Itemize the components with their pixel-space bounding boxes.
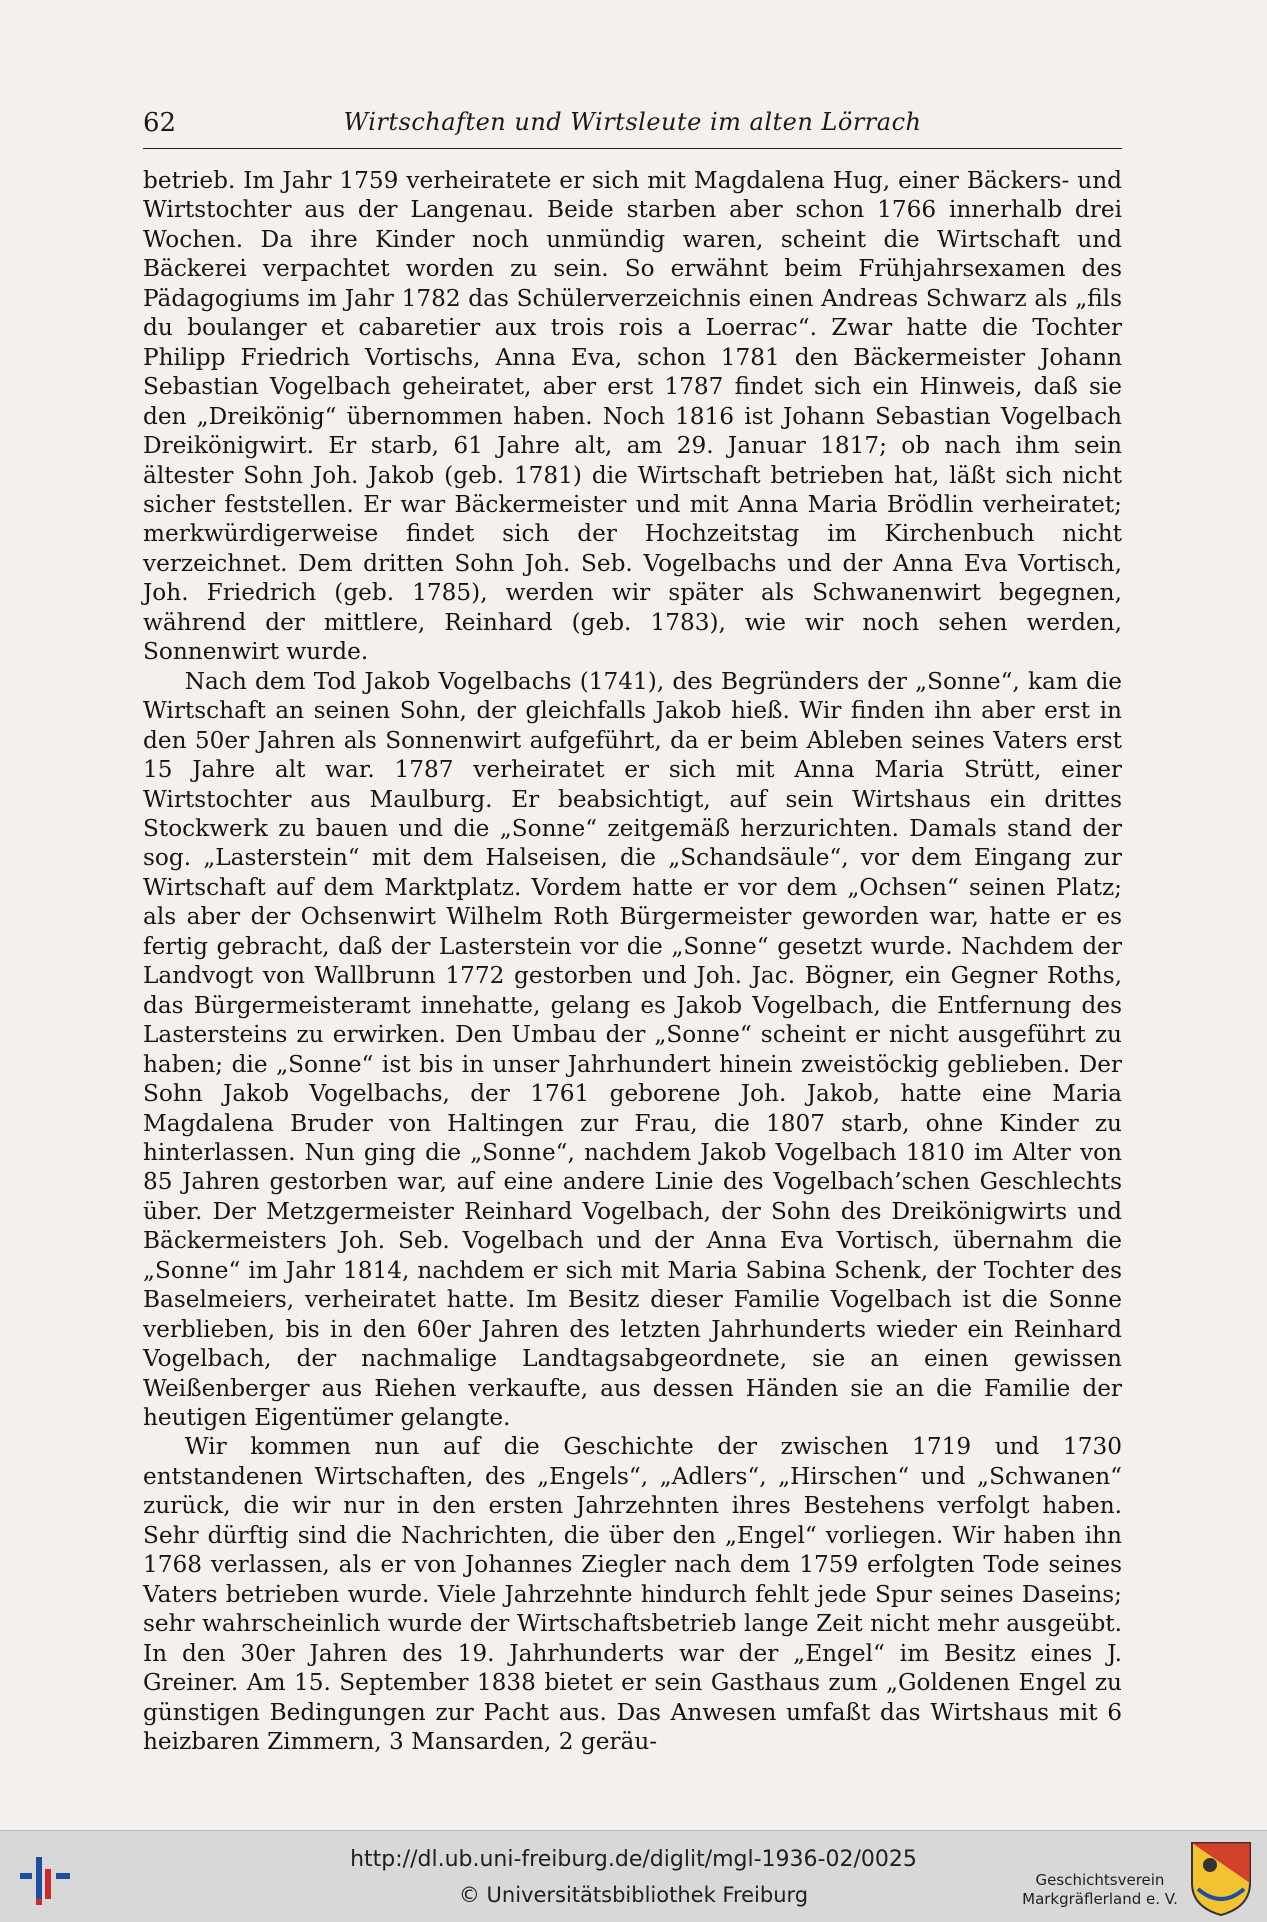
body-text <box>143 166 1122 1756</box>
viewer-footer <box>0 1830 1267 1922</box>
copyright-notice: © Universitätsbibliothek Freiburg <box>458 1883 809 1907</box>
document-url[interactable]: http://dl.ub.uni-freiburg.de/diglit/mgl-1936-02/0025 <box>350 1847 917 1872</box>
paragraph: Wir kommen nun auf die Geschichte der zwischen 1719 und 1730 entstandenen Wirtschaften, des „Engels“, „Adlers“, „Hirschen“ und „Schwanen“ zurück, die wir nur in den ersten Jahrzehnten ihres Bestehens verfolgt haben. Sehr dürftig sind die Nachrichten, die über den „Engel“ vorliegen. Wir haben ihn 1768 verlassen, als er von Johannes Ziegler nach dem 1759 erfolgten Tode seines Vaters betrieben wurde. Viele Jahrzehnte hindurch fehlt jede Spur seines Daseins; sehr wahrscheinlich wurde der Wirtschaftsbetrieb lange Zeit nicht mehr ausgeübt. In den 30er Jahren des 19. Jahrhunderts war der „Engel“ im Besitz eines J. Greiner. Am 15. September 1838 bietet er sein Gasthaus zum „Goldenen Engel zu günstigen Bedingungen zur Pacht aus. Das Anwesen umfaßt das Wirtshaus mit 6 heizbaren Zimmern, 3 Mansarden, 2 geräu- <box>143 1433 1122 1756</box>
coat-of-arms-icon <box>1188 1839 1254 1917</box>
paragraph: Nach dem Tod Jakob Vogelbachs (1741), des Begründers der „Sonne“, kam die Wirtschaft an seinen Sohn, der gleichfalls Jakob hieß. Wir finden ihn aber erst in den 50er Jahren als Sonnenwirt aufgeführt, da er beim Ableben seines Vaters erst 15 Jahre alt war. 1787 verheiratet er sich mit Anna Maria Strütt, einer Wirtstochter aus Maulburg. Er beabsichtigt, auf sein Wirtshaus ein drittes Stockwerk zu bauen und die „Sonne“ zeitgemäß herzurichten. Damals stand der sog. „Lasterstein“ mit dem Halseisen, die „Schandsäule“, vor dem Eingang zur Wirtschaft auf dem Marktplatz. Vordem hatte er vor dem „Ochsen“ seinen Platz; als aber der Ochsenwirt Wilhelm Roth Bürgermeister geworden war, hatte er es fertig gebracht, daß der Lasterstein vor die „Sonne“ gesetzt wurde. Nachdem der Landvogt von Wallbrunn 1772 gestorben und Joh. Jac. Bögner, ein Gegner Roths, das Bürgermeisteramt innehatte, gelang es Jakob Vogelbach, die Entfernung des Lastersteins zu erwirken. Den Umbau der „Sonne“ scheint er nicht ausgeführt zu haben; die „Sonne“ ist bis in unser Jahrhundert hinein zweistöckig geblieben. Der Sohn Jakob Vogelbachs, der 1761 geborene Joh. Jakob, hatte eine Maria Magdalena Bruder von Haltingen zur Frau, die 1807 starb, ohne Kinder zu hinterlassen. Nun ging die „Sonne“, nachdem Jakob Vogelbach 1810 im Alter von 85 Jahren gestorben war, auf eine andere Linie des Vogelbach’schen Geschlechts über. Der Metzgermeister Reinhard Vogelbach, der Sohn des Dreikönigwirts und Bäckermeisters Joh. Seb. Vogelbach und der Anna Eva Vortisch, übernahm die „Sonne“ im Jahr 1814, nachdem er sich mit Maria Sabina Schenk, der Tochter des Baselmeiers, verheiratet hatte. Im Besitz dieser Familie Vogelbach ist die Sonne verblieben, bis in den 60er Jahren des letzten Jahrhunderts wieder ein Reinhard Vogelbach, der nachmalige Landtagsabgeordnete, sie an einen gewissen Weißenberger aus Riehen verkaufte, aus dessen Händen sie an die Familie der heutigen Eigentümer gelangte. <box>143 667 1122 1432</box>
paragraph: betrieb. Im Jahr 1759 verheiratete er sich mit Magdalena Hug, einer Bäckers- und Wirtstochter aus der Langenau. Beide starben aber schon 1766 innerhalb drei Wochen. Da ihre Kinder noch unmündig waren, scheint die Wirtschaft und Bäckerei verpachtet worden zu sein. So erwähnt beim Frühjahrsexamen des Pädagogiums im Jahr 1782 das Schülerverzeichnis einen Andreas Schwarz als „fils du boulanger et cabaretier aux trois rois a Loerrac“. Zwar hatte die Tochter Philipp Friedrich Vortischs, Anna Eva, schon 1781 den Bäckermeister Johann Sebastian Vogelbach geheiratet, aber erst 1787 findet sich ein Hinweis, daß sie den „Dreikönig“ übernommen haben. Noch 1816 ist Johann Sebastian Vogelbach Dreikönigwirt. Er starb, 61 Jahre alt, am 29. Januar 1817; ob nach ihm sein ältester Sohn Joh. Jakob (geb. 1781) die Wirtschaft betrieben hat, läßt sich nicht sicher feststellen. Er war Bäckermeister und mit Anna Maria Brödlin verheiratet; merkwürdigerweise findet sich der Hochzeitstag im Kirchenbuch nicht verzeichnet. Dem dritten Sohn Joh. Seb. Vogelbachs und der Anna Eva Vortisch, Joh. Friedrich (geb. 1785), werden wir später als Schwanenwirt begegnen, während der mittlere, Reinhard (geb. 1783), wie wir noch sehen werden, Sonnenwirt wurde. <box>143 167 1122 666</box>
page-number: 62 <box>143 108 177 138</box>
society-name: Geschichtsverein Markgräflerland e. V. <box>1022 1871 1178 1908</box>
page-header <box>143 104 1122 149</box>
running-title: Wirtschaften und Wirtsleute im alten Lörrach <box>343 108 922 136</box>
